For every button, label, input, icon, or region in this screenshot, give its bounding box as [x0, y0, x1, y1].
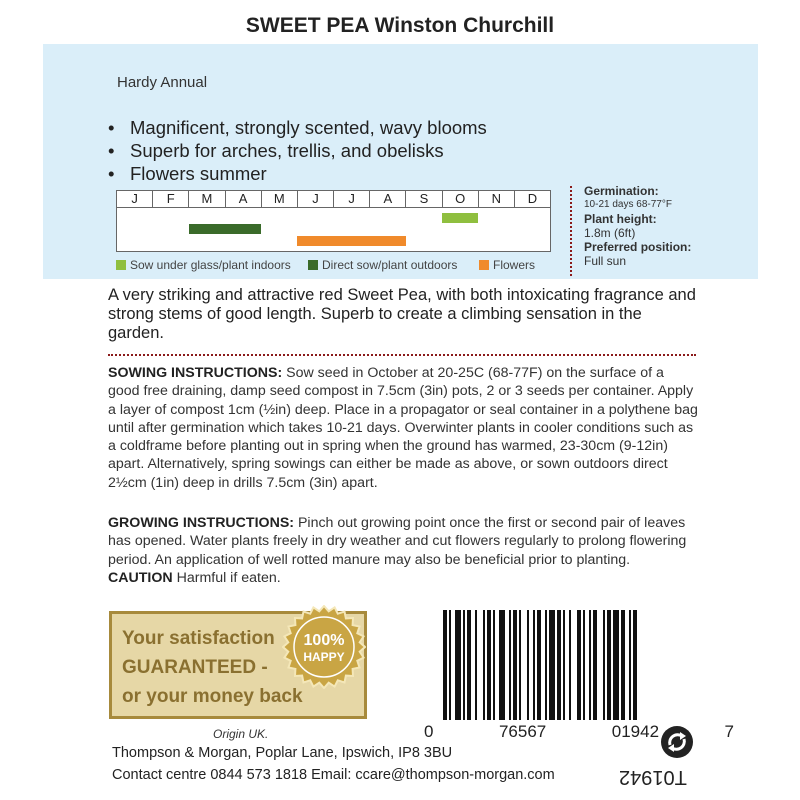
- barcode-bar: [513, 610, 517, 720]
- plant-type: Hardy Annual: [117, 74, 208, 91]
- sowing-calendar: [116, 190, 551, 252]
- bullet-icon: •: [108, 117, 115, 138]
- barcode-bar: [613, 610, 619, 720]
- bullet-icon: •: [108, 140, 115, 161]
- barcode-bar: [583, 610, 585, 720]
- barcode-bar: [443, 610, 447, 720]
- legend-swatch: [116, 260, 126, 270]
- caution-text: Harmful if eaten.: [172, 569, 281, 586]
- guarantee-line-2: GUARANTEED -: [122, 657, 268, 678]
- feature-item: • Superb for arches, trellis, and obelisks: [108, 140, 444, 161]
- bullet-icon: •: [108, 163, 115, 184]
- position-label: Preferred position:: [584, 240, 692, 254]
- barcode-bar: [509, 610, 511, 720]
- barcode-bar: [499, 610, 505, 720]
- barcode-bar: [629, 610, 631, 720]
- product-title: SWEET PEA Winston Churchill: [245, 14, 555, 37]
- barcode-bar: [593, 610, 597, 720]
- seal-percent: 100%: [303, 632, 345, 649]
- month-label: O: [443, 191, 479, 207]
- barcode-bar: [533, 610, 535, 720]
- barcode-number: 0 76567 01942 7: [424, 722, 734, 741]
- barcode-bar: [455, 610, 461, 720]
- germination-value: 10-21 days 68-77°F: [584, 199, 672, 210]
- month-label: J: [298, 191, 334, 207]
- caution-label: CAUTION: [108, 569, 173, 586]
- calendar-bar-sow-outdoors: [189, 224, 261, 234]
- growing-text: Pinch out growing point once the first or second pair of leaves has opened. Water plants freely in dry weather and cut flowers regularly to prolong flowering period. An application of well rotted manure may also be beneficial prior to planting.: [108, 515, 687, 568]
- feature-item: • Magnificent, strongly scented, wavy blooms: [108, 117, 487, 138]
- height-label: Plant height:: [584, 212, 657, 226]
- description: A very striking and attractive red Sweet Pea, with both intoxicating fragrance and strong stems of good length. Superb to create a climbing sensation in the garden.: [108, 286, 696, 342]
- month-label: J: [334, 191, 370, 207]
- position-value: Full sun: [584, 254, 627, 268]
- feature-list: [108, 116, 487, 185]
- barcode-bar: [475, 610, 477, 720]
- happy-seal-icon: [282, 605, 366, 689]
- month-label: M: [262, 191, 298, 207]
- barcode-bar: [527, 610, 529, 720]
- barcode-bar: [603, 610, 605, 720]
- barcode-bar: [519, 610, 521, 720]
- growing-heading: GROWING INSTRUCTIONS:: [108, 515, 295, 531]
- contact-info: Contact centre 0844 573 1818 Email: ccare@thompson-morgan.com: [112, 767, 555, 783]
- month-label: A: [226, 191, 262, 207]
- sowing-text: Sow seed in October at 20-25C (68-77F) on the surface of a good free draining, damp seed compost in 7.5cm (3in) pots, 2 or 3 seeds per container. Apply a layer of compost 1cm (½in) deep. Place in a propagator or seal container in a polythene bag until after germination which takes 10-21 days. Overwinter plants in cooler conditions such as a coldframe before planting out in spring when the ground has warmed, 23-30cm (9-12in) apart. Alternatively, spring sowings can either be made as above, or sown outdoors direct 2½cm (1in) deep in drills 7.5cm (3in) apart.: [108, 365, 698, 491]
- barcode-bar: [487, 610, 491, 720]
- month-label: J: [117, 191, 153, 207]
- barcode-bar: [563, 610, 565, 720]
- product-code: T01942: [619, 766, 687, 788]
- origin-text: Origin UK.: [213, 727, 269, 741]
- calendar-bar-sow-indoors: [442, 213, 478, 223]
- calendar-bar-flowers: [297, 236, 405, 246]
- sowing-instructions: [108, 364, 698, 492]
- sowing-heading: SOWING INSTRUCTIONS:: [108, 365, 283, 381]
- section-divider: [108, 354, 696, 356]
- calendar-months: [117, 191, 550, 208]
- barcode-bar: [621, 610, 625, 720]
- guarantee-line-1: Your satisfaction: [122, 628, 275, 649]
- height-value: 1.8m (6ft): [584, 226, 636, 240]
- guarantee-line-3: or your money back: [122, 686, 303, 707]
- month-label: S: [406, 191, 442, 207]
- month-label: M: [189, 191, 225, 207]
- barcode-bar: [577, 610, 581, 720]
- info-divider: [570, 186, 572, 276]
- month-label: A: [370, 191, 406, 207]
- seal-happy: HAPPY: [303, 650, 345, 664]
- growing-instructions: [108, 514, 698, 587]
- legend-flowers: Flowers: [479, 258, 535, 272]
- barcode-bar: [545, 610, 547, 720]
- germination-label: Germination:: [584, 184, 659, 198]
- barcode-bar: [607, 610, 611, 720]
- barcode-bar: [537, 610, 541, 720]
- legend-sow-indoors: Sow under glass/plant indoors: [116, 258, 291, 272]
- barcode-bar: [467, 610, 471, 720]
- month-label: D: [527, 191, 538, 206]
- barcode-bar: [557, 610, 561, 720]
- legend-swatch: [308, 260, 318, 270]
- legend-swatch: [479, 260, 489, 270]
- barcode-bar: [483, 610, 485, 720]
- barcode: [437, 610, 722, 720]
- month-label: F: [153, 191, 189, 207]
- barcode-bar: [569, 610, 571, 720]
- barcode-bar: [493, 610, 495, 720]
- legend-sow-outdoors: Direct sow/plant outdoors: [308, 258, 457, 272]
- feature-item: • Flowers summer: [108, 163, 267, 184]
- barcode-bar: [589, 610, 591, 720]
- barcode-bar: [633, 610, 637, 720]
- month-label: N: [479, 191, 515, 207]
- barcode-bar: [463, 610, 465, 720]
- barcode-bar: [549, 610, 555, 720]
- barcode-bar: [449, 610, 451, 720]
- recycle-icon: [660, 725, 694, 759]
- company-address: Thompson & Morgan, Poplar Lane, Ipswich, IP8 3BU: [112, 745, 453, 761]
- growing-facts: [584, 184, 691, 268]
